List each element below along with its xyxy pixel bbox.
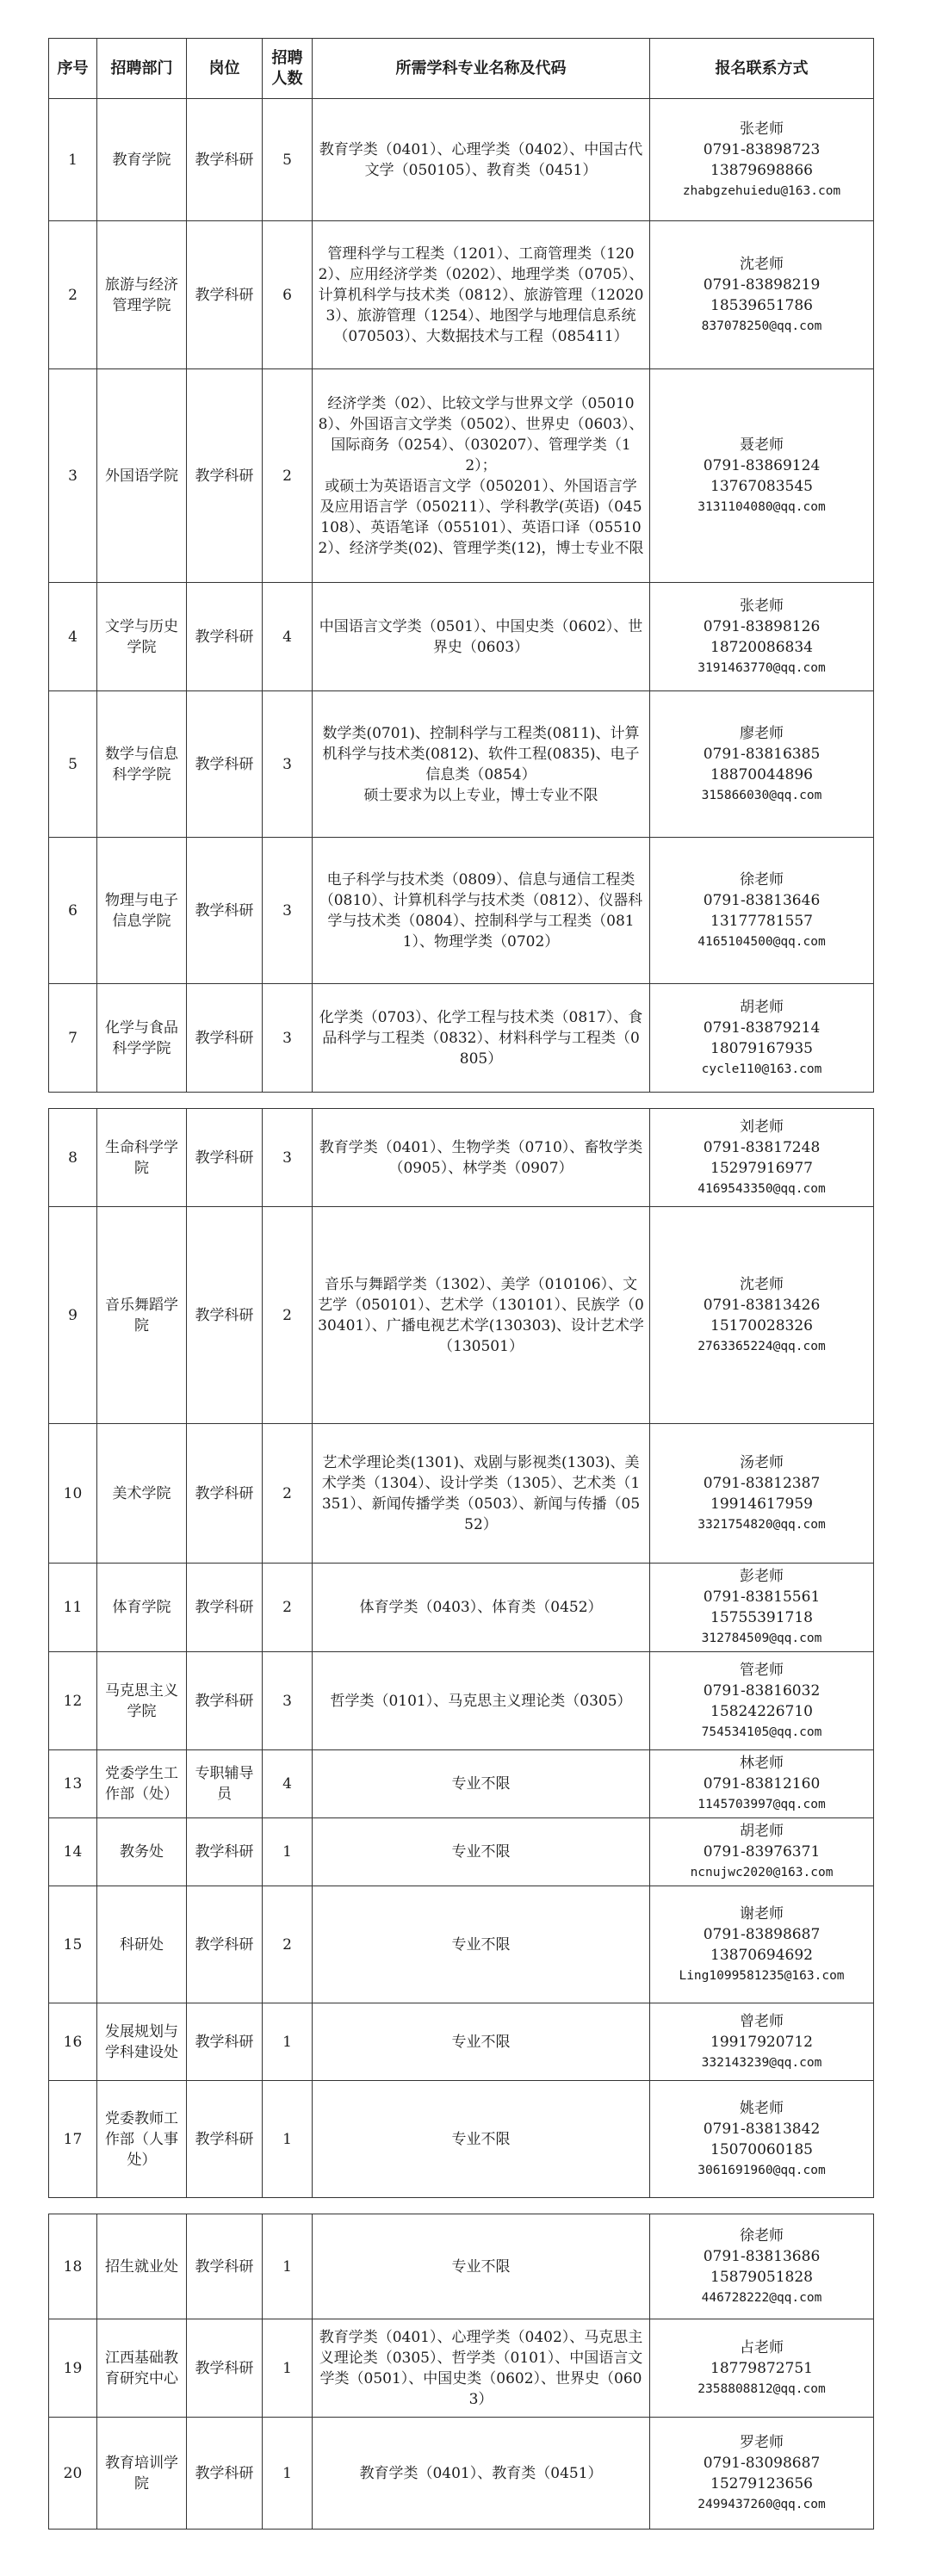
contact-info [650, 1750, 874, 1818]
required-majors: 教育学类（0401）、生物学类（0710）、畜牧学类（0905）、林学类（0907） [313, 1109, 650, 1207]
row-number: 10 [49, 1424, 97, 1564]
contact-email: 315866030@qq.com [701, 788, 822, 802]
row-number: 3 [49, 369, 97, 583]
headcount: 3 [263, 1109, 313, 1207]
required-majors: 专业不限 [313, 2081, 650, 2198]
required-majors: 教育学类（0401）、心理学类（0402）、马克思主义理论类（0305）、哲学类（0101）、中国语言文学类（0501）、中国史类（0602）、世界史（0603） [313, 2319, 650, 2418]
contact-info [650, 221, 874, 369]
department: 体育学院 [97, 1564, 187, 1652]
contact-info [650, 99, 874, 221]
department: 教育培训学院 [97, 2418, 187, 2530]
contact-info [650, 2003, 874, 2081]
department: 江西基础教育研究中心 [97, 2319, 187, 2418]
contact-info [650, 369, 874, 583]
contact-info [650, 838, 874, 984]
contact-info [650, 1109, 874, 1207]
required-majors: 经济学类（02）、比较文学与世界文学（050108）、外国语言文学类（0502）、世界史（0603）、国际商务（0254）、（030207）、管理学类（12）； 或硕士为英语语言文学（050201）、外国语言学及应用语言学（050211）、学科教学(英语)（045108）、英语笔译（055101）、英语口译（055102）、经济学类(02)、管理学类(12)，博士专业不限 [313, 369, 650, 583]
contact-email: 4165104500@qq.com [698, 934, 826, 949]
table-row [49, 221, 874, 369]
contact-info [650, 583, 874, 691]
row-number: 16 [49, 2003, 97, 2081]
row-number: 11 [49, 1564, 97, 1652]
table-row [49, 2081, 874, 2198]
required-majors: 音乐与舞蹈学类（1302）、美学（010106）、文艺学（050101）、艺术学（130101）、民族学（030401）、广播电视艺术学(130303)、设计艺术学（130501） [313, 1207, 650, 1424]
department: 马克思主义学院 [97, 1652, 187, 1750]
contact-person-phone: 谢老师 0791-83898687 13870694692 [703, 1904, 821, 1964]
contact-info [650, 2081, 874, 2198]
contact-email: Ling1099581235@163.com [679, 1968, 845, 1983]
contact-info [650, 1424, 874, 1564]
headcount: 4 [263, 1750, 313, 1818]
position: 教学科研 [187, 369, 263, 583]
department: 化学与食品科学学院 [97, 984, 187, 1093]
contact-person-phone: 张老师 0791-83898723 13879698866 [703, 120, 821, 179]
position: 教学科研 [187, 1652, 263, 1750]
contact-email: 312784509@qq.com [701, 1632, 822, 1645]
required-majors: 艺术学理论类(1301)、戏剧与影视类(1303)、美术学类（1304）、设计学类（1305）、艺术类（1351）、新闻传播学类（0503）、新闻与传播（0552） [313, 1424, 650, 1564]
table-row [49, 1818, 874, 1886]
headcount: 1 [263, 2003, 313, 2081]
headcount: 1 [263, 2319, 313, 2418]
contact-person-phone: 聂老师 0791-83869124 13767083545 [703, 436, 821, 495]
headcount: 2 [263, 369, 313, 583]
table-row [49, 1750, 874, 1818]
department: 科研处 [97, 1886, 187, 2003]
department: 数学与信息科学学院 [97, 691, 187, 838]
table-row [49, 1886, 874, 2003]
required-majors: 教育学类（0401）、教育类（0451） [313, 2418, 650, 2530]
department: 文学与历史学院 [97, 583, 187, 691]
row-number: 5 [49, 691, 97, 838]
contact-person-phone: 胡老师 0791-83976371 [703, 1823, 821, 1861]
contact-email: 3061691960@qq.com [698, 2163, 826, 2177]
recruitment-table-part-1 [48, 38, 874, 1093]
contact-info [650, 691, 874, 838]
table-row [49, 1207, 874, 1424]
table-row [49, 2418, 874, 2530]
header-row [49, 39, 874, 99]
department: 教育学院 [97, 99, 187, 221]
required-majors: 哲学类（0101）、马克思主义理论类（0305） [313, 1652, 650, 1750]
row-number: 1 [49, 99, 97, 221]
contact-person-phone: 胡老师 0791-83879214 18079167935 [703, 998, 821, 1057]
required-majors: 专业不限 [313, 2003, 650, 2081]
required-majors: 专业不限 [313, 1750, 650, 1818]
contact-email: cycle110@163.com [701, 1062, 822, 1076]
headcount: 2 [263, 1424, 313, 1564]
contact-person-phone: 徐老师 0791-83813646 13177781557 [703, 870, 821, 930]
row-number: 2 [49, 221, 97, 369]
required-majors: 电子科学与技术类（0809）、信息与通信工程类（0810）、计算机科学与技术类（0812）、仪器科学与技术类（0804）、控制科学与工程类（0811）、物理学类（0702） [313, 838, 650, 984]
contact-person-phone: 罗老师 0791-83098687 15279123656 [703, 2433, 821, 2492]
row-number: 8 [49, 1109, 97, 1207]
headcount: 2 [263, 1886, 313, 2003]
headcount: 5 [263, 99, 313, 221]
required-majors: 教育学类（0401）、心理学类（0402）、中国古代文学（050105）、教育类（0451） [313, 99, 650, 221]
table-row [49, 691, 874, 838]
position: 教学科研 [187, 2081, 263, 2198]
position: 教学科研 [187, 99, 263, 221]
headcount: 3 [263, 1652, 313, 1750]
contact-email: 2358808812@qq.com [698, 2381, 826, 2396]
header-major: 所需学科专业名称及代码 [313, 39, 650, 99]
contact-person-phone: 汤老师 0791-83812387 19914617959 [703, 1453, 821, 1513]
table-row [49, 1652, 874, 1750]
contact-email: 2499437260@qq.com [698, 2497, 826, 2511]
contact-person-phone: 徐老师 0791-83813686 15879051828 [703, 2226, 821, 2286]
position: 教学科研 [187, 2214, 263, 2319]
department: 音乐舞蹈学院 [97, 1207, 187, 1424]
department: 外国语学院 [97, 369, 187, 583]
contact-email: 754534105@qq.com [701, 1725, 822, 1739]
contact-email: ncnujwc2020@163.com [690, 1866, 834, 1879]
headcount: 6 [263, 221, 313, 369]
contact-info [650, 2319, 874, 2418]
row-number: 12 [49, 1652, 97, 1750]
contact-email: 1145703997@qq.com [698, 1798, 826, 1811]
department: 生命科学学院 [97, 1109, 187, 1207]
table-row [49, 2003, 874, 2081]
table-row [49, 583, 874, 691]
table-row [49, 99, 874, 221]
contact-person-phone: 沈老师 0791-83898219 18539651786 [703, 255, 821, 314]
position: 教学科研 [187, 1818, 263, 1886]
required-majors: 管理科学与工程类（1201）、工商管理类（1202）、应用经济学类（0202）、地理学类（0705）、计算机科学与技术类（0812）、旅游管理（120203）、旅游管理（1254）、地图学与地理信息系统（070503）、大数据技术与工程（085411） [313, 221, 650, 369]
row-number: 15 [49, 1886, 97, 2003]
position: 教学科研 [187, 583, 263, 691]
contact-email: 332143239@qq.com [701, 2055, 822, 2070]
header-num: 招聘 人数 [263, 39, 313, 99]
contact-person-phone: 管老师 0791-83816032 15824226710 [703, 1661, 821, 1720]
headcount: 1 [263, 2418, 313, 2530]
contact-info [650, 2214, 874, 2319]
contact-person-phone: 占老师 18779872751 [710, 2338, 813, 2377]
department: 党委学生工作部（处） [97, 1750, 187, 1818]
position: 教学科研 [187, 1886, 263, 2003]
table-row [49, 838, 874, 984]
headcount: 3 [263, 838, 313, 984]
contact-email: zhabgzehuiedu@163.com [682, 183, 841, 198]
department: 发展规划与学科建设处 [97, 2003, 187, 2081]
table-row [49, 1424, 874, 1564]
required-majors: 专业不限 [313, 2214, 650, 2319]
position: 教学科研 [187, 2418, 263, 2530]
table-body [49, 99, 874, 1093]
department: 旅游与经济管理学院 [97, 221, 187, 369]
contact-info [650, 984, 874, 1093]
row-number: 7 [49, 984, 97, 1093]
headcount: 3 [263, 691, 313, 838]
contact-person-phone: 曾老师 19917920712 [710, 2012, 813, 2051]
contact-email: 3131104080@qq.com [698, 499, 826, 514]
position: 教学科研 [187, 838, 263, 984]
headcount: 1 [263, 2081, 313, 2198]
contact-email: 446728222@qq.com [701, 2290, 822, 2305]
position: 教学科研 [187, 691, 263, 838]
required-majors: 数学类(0701)、控制科学与工程类(0811)、计算机科学与技术类(0812)、软件工程(0835)、电子信息类（0854） 硕士要求为以上专业，博士专业不限 [313, 691, 650, 838]
header-no: 序号 [49, 39, 97, 99]
row-number: 19 [49, 2319, 97, 2418]
contact-info [650, 1652, 874, 1750]
contact-email: 3321754820@qq.com [698, 1517, 826, 1532]
table-row [49, 2319, 874, 2418]
required-majors: 化学类（0703）、化学工程与技术类（0817）、食品科学与工程类（0832）、材料科学与工程类（0805） [313, 984, 650, 1093]
row-number: 4 [49, 583, 97, 691]
row-number: 17 [49, 2081, 97, 2198]
department: 物理与电子信息学院 [97, 838, 187, 984]
position: 教学科研 [187, 2319, 263, 2418]
contact-person-phone: 林老师 0791-83812160 [703, 1755, 821, 1793]
required-majors: 专业不限 [313, 1886, 650, 2003]
table-body [49, 2214, 874, 2530]
headcount: 3 [263, 984, 313, 1093]
contact-info [650, 1818, 874, 1886]
position: 教学科研 [187, 1424, 263, 1564]
table-row [49, 984, 874, 1093]
table-body [49, 1109, 874, 2198]
required-majors: 专业不限 [313, 1818, 650, 1886]
position: 教学科研 [187, 221, 263, 369]
contact-info [650, 2418, 874, 2530]
contact-person-phone: 沈老师 0791-83813426 15170028326 [703, 1275, 821, 1334]
header-dept: 招聘部门 [97, 39, 187, 99]
department: 教务处 [97, 1818, 187, 1886]
table-row [49, 1564, 874, 1652]
headcount: 1 [263, 1818, 313, 1886]
contact-info [650, 1564, 874, 1652]
contact-email: 2763365224@qq.com [698, 1339, 826, 1353]
row-number: 6 [49, 838, 97, 984]
header-post: 岗位 [187, 39, 263, 99]
required-majors: 体育学类（0403）、体育类（0452） [313, 1564, 650, 1652]
contact-person-phone: 廖老师 0791-83816385 18870044896 [703, 724, 821, 783]
headcount: 2 [263, 1564, 313, 1652]
headcount: 4 [263, 583, 313, 691]
contact-email: 837078250@qq.com [701, 319, 822, 333]
row-number: 14 [49, 1818, 97, 1886]
row-number: 9 [49, 1207, 97, 1424]
table-row [49, 2214, 874, 2319]
contact-person-phone: 姚老师 0791-83813842 15070060185 [703, 2099, 821, 2158]
position: 专职辅导员 [187, 1750, 263, 1818]
row-number: 20 [49, 2418, 97, 2530]
table-row [49, 369, 874, 583]
position: 教学科研 [187, 984, 263, 1093]
department: 招生就业处 [97, 2214, 187, 2319]
department: 美术学院 [97, 1424, 187, 1564]
position: 教学科研 [187, 1207, 263, 1424]
contact-person-phone: 彭老师 0791-83815561 15755391718 [703, 1568, 821, 1626]
recruitment-table-part-3 [48, 2214, 874, 2530]
row-number: 18 [49, 2214, 97, 2319]
contact-person-phone: 张老师 0791-83898126 18720086834 [703, 597, 821, 656]
contact-info [650, 1207, 874, 1424]
header-contact: 报名联系方式 [650, 39, 874, 99]
contact-person-phone: 刘老师 0791-83817248 15297916977 [703, 1118, 821, 1177]
headcount: 1 [263, 2214, 313, 2319]
row-number: 13 [49, 1750, 97, 1818]
contact-email: 3191463770@qq.com [698, 660, 826, 675]
contact-info [650, 1886, 874, 2003]
table-row [49, 1109, 874, 1207]
required-majors: 中国语言文学类（0501）、中国史类（0602）、世界史（0603） [313, 583, 650, 691]
headcount: 2 [263, 1207, 313, 1424]
position: 教学科研 [187, 1564, 263, 1652]
recruitment-document [48, 38, 873, 2530]
position: 教学科研 [187, 1109, 263, 1207]
contact-email: 4169543350@qq.com [698, 1181, 826, 1196]
department: 党委教师工作部（人事处） [97, 2081, 187, 2198]
recruitment-table-part-2 [48, 1108, 874, 2198]
position: 教学科研 [187, 2003, 263, 2081]
